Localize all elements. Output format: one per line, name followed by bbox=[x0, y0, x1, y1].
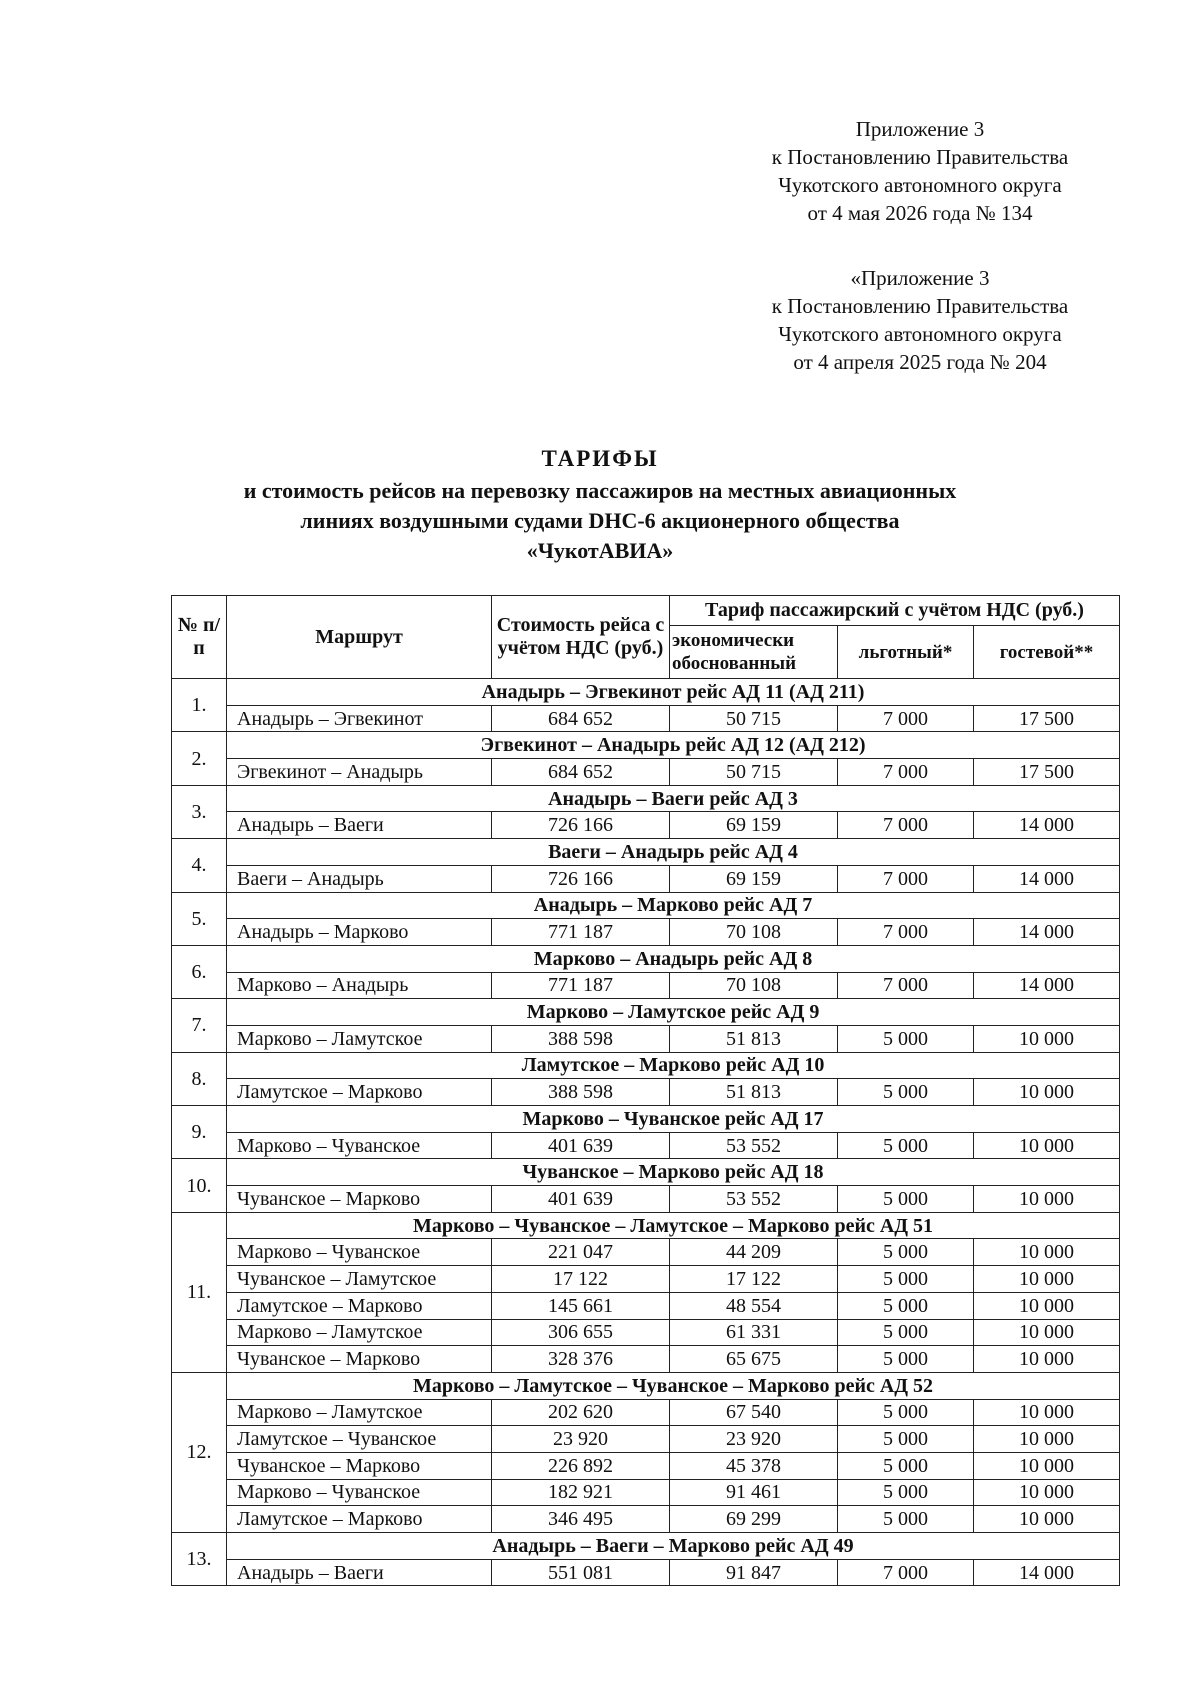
group-header-row bbox=[172, 1372, 1120, 1399]
preferential-tariff-cell: 7 000 bbox=[838, 812, 974, 839]
route-cell: Эгвекинот – Анадырь bbox=[227, 759, 492, 786]
guest-tariff-cell: 14 000 bbox=[974, 919, 1120, 946]
guest-tariff-cell: 10 000 bbox=[974, 1319, 1120, 1346]
flight-cost-cell: 202 620 bbox=[492, 1399, 670, 1426]
header-economic: экономически обоснованный bbox=[670, 626, 838, 679]
route-cell: Чуванское – Марково bbox=[227, 1346, 492, 1373]
preferential-tariff-cell: 5 000 bbox=[838, 1452, 974, 1479]
economic-tariff-cell: 91 461 bbox=[670, 1479, 838, 1506]
flight-title: Марково – Анадырь рейс АД 8 bbox=[227, 945, 1120, 972]
economic-tariff-cell: 67 540 bbox=[670, 1399, 838, 1426]
preferential-tariff-cell: 7 000 bbox=[838, 865, 974, 892]
annex-line: от 4 мая 2026 года № 134 bbox=[807, 201, 1033, 225]
group-header-row bbox=[172, 1106, 1120, 1133]
economic-tariff-cell: 65 675 bbox=[670, 1346, 838, 1373]
economic-tariff-cell: 53 552 bbox=[670, 1132, 838, 1159]
table-row bbox=[172, 1266, 1120, 1293]
preferential-tariff-cell: 5 000 bbox=[838, 1399, 974, 1426]
preferential-tariff-cell: 5 000 bbox=[838, 1266, 974, 1293]
flight-cost-cell: 226 892 bbox=[492, 1452, 670, 1479]
guest-tariff-cell: 10 000 bbox=[974, 1079, 1120, 1106]
economic-tariff-cell: 53 552 bbox=[670, 1186, 838, 1213]
row-number: 5. bbox=[172, 892, 227, 945]
table-row bbox=[172, 1479, 1120, 1506]
preferential-tariff-cell: 5 000 bbox=[838, 1239, 974, 1266]
title-line: и стоимость рейсов на перевозку пассажиров на местных авиационных bbox=[243, 478, 957, 503]
table-row bbox=[172, 705, 1120, 732]
route-cell: Анадырь – Ваеги bbox=[227, 1559, 492, 1586]
flight-title: Эгвекинот – Анадырь рейс АД 12 (АД 212) bbox=[227, 732, 1120, 759]
route-cell: Марково – Чуванское bbox=[227, 1239, 492, 1266]
guest-tariff-cell: 14 000 bbox=[974, 972, 1120, 999]
economic-tariff-cell: 45 378 bbox=[670, 1452, 838, 1479]
route-cell: Анадырь – Эгвекинот bbox=[227, 705, 492, 732]
header-cost: Стоимость рейса с учётом НДС (руб.) bbox=[492, 596, 670, 679]
flight-title: Марково – Ламутское – Чуванское – Марково рейс АД 52 bbox=[227, 1372, 1120, 1399]
preferential-tariff-cell: 7 000 bbox=[838, 919, 974, 946]
route-cell: Чуванское – Марково bbox=[227, 1452, 492, 1479]
economic-tariff-cell: 17 122 bbox=[670, 1266, 838, 1293]
preferential-tariff-cell: 5 000 bbox=[838, 1479, 974, 1506]
guest-tariff-cell: 17 500 bbox=[974, 705, 1120, 732]
guest-tariff-cell: 10 000 bbox=[974, 1452, 1120, 1479]
row-number: 12. bbox=[172, 1372, 227, 1532]
economic-tariff-cell: 69 299 bbox=[670, 1506, 838, 1533]
annex-line: Чукотского автономного округа bbox=[778, 322, 1062, 346]
flight-title: Чуванское – Марково рейс АД 18 bbox=[227, 1159, 1120, 1186]
flight-cost-cell: 306 655 bbox=[492, 1319, 670, 1346]
economic-tariff-cell: 61 331 bbox=[670, 1319, 838, 1346]
annex-header-current bbox=[730, 115, 1110, 227]
flight-cost-cell: 726 166 bbox=[492, 812, 670, 839]
preferential-tariff-cell: 5 000 bbox=[838, 1186, 974, 1213]
group-header-row bbox=[172, 1533, 1120, 1560]
row-number: 3. bbox=[172, 785, 227, 838]
economic-tariff-cell: 51 813 bbox=[670, 1025, 838, 1052]
guest-tariff-cell: 10 000 bbox=[974, 1479, 1120, 1506]
flight-cost-cell: 23 920 bbox=[492, 1426, 670, 1453]
preferential-tariff-cell: 5 000 bbox=[838, 1426, 974, 1453]
row-number: 4. bbox=[172, 839, 227, 892]
row-number: 1. bbox=[172, 679, 227, 732]
row-number: 11. bbox=[172, 1212, 227, 1372]
annex-line: Чукотского автономного округа bbox=[778, 173, 1062, 197]
guest-tariff-cell: 10 000 bbox=[974, 1266, 1120, 1293]
table-row bbox=[172, 972, 1120, 999]
group-header-row bbox=[172, 839, 1120, 866]
table-row bbox=[172, 1186, 1120, 1213]
header-tariff-group: Тариф пассажирский с учётом НДС (руб.) bbox=[670, 596, 1120, 626]
table-row bbox=[172, 1292, 1120, 1319]
guest-tariff-cell: 10 000 bbox=[974, 1399, 1120, 1426]
tariffs-table bbox=[171, 595, 1120, 1586]
preferential-tariff-cell: 5 000 bbox=[838, 1319, 974, 1346]
flight-cost-cell: 684 652 bbox=[492, 705, 670, 732]
flight-cost-cell: 388 598 bbox=[492, 1025, 670, 1052]
annex-line: от 4 апреля 2025 года № 204 bbox=[793, 350, 1047, 374]
flight-title: Марково – Чуванское – Ламутское – Марково рейс АД 51 bbox=[227, 1212, 1120, 1239]
guest-tariff-cell: 10 000 bbox=[974, 1239, 1120, 1266]
preferential-tariff-cell: 7 000 bbox=[838, 1559, 974, 1586]
title-main: ТАРИФЫ bbox=[541, 446, 659, 471]
row-number: 8. bbox=[172, 1052, 227, 1105]
group-header-row bbox=[172, 945, 1120, 972]
table-row bbox=[172, 1346, 1120, 1373]
flight-cost-cell: 17 122 bbox=[492, 1266, 670, 1293]
flight-title: Анадырь – Эгвекинот рейс АД 11 (АД 211) bbox=[227, 679, 1120, 706]
guest-tariff-cell: 17 500 bbox=[974, 759, 1120, 786]
route-cell: Анадырь – Ваеги bbox=[227, 812, 492, 839]
preferential-tariff-cell: 5 000 bbox=[838, 1025, 974, 1052]
economic-tariff-cell: 69 159 bbox=[670, 865, 838, 892]
flight-cost-cell: 145 661 bbox=[492, 1292, 670, 1319]
guest-tariff-cell: 10 000 bbox=[974, 1506, 1120, 1533]
economic-tariff-cell: 70 108 bbox=[670, 972, 838, 999]
table-row bbox=[172, 1079, 1120, 1106]
table-row bbox=[172, 812, 1120, 839]
economic-tariff-cell: 70 108 bbox=[670, 919, 838, 946]
flight-title: Ламутское – Марково рейс АД 10 bbox=[227, 1052, 1120, 1079]
route-cell: Марково – Ламутское bbox=[227, 1025, 492, 1052]
route-cell: Марково – Анадырь bbox=[227, 972, 492, 999]
annex-line: к Постановлению Правительства bbox=[771, 145, 1069, 169]
route-cell: Ламутское – Чуванское bbox=[227, 1426, 492, 1453]
economic-tariff-cell: 48 554 bbox=[670, 1292, 838, 1319]
route-cell: Ламутское – Марково bbox=[227, 1079, 492, 1106]
group-header-row bbox=[172, 892, 1120, 919]
table-row bbox=[172, 865, 1120, 892]
annex-line: Приложение 3 bbox=[855, 117, 985, 141]
guest-tariff-cell: 14 000 bbox=[974, 812, 1120, 839]
header-num: № п/п bbox=[172, 596, 227, 679]
route-cell: Анадырь – Марково bbox=[227, 919, 492, 946]
group-header-row bbox=[172, 1212, 1120, 1239]
route-cell: Марково – Ламутское bbox=[227, 1319, 492, 1346]
annex-header-previous bbox=[730, 264, 1110, 376]
header-preferential: льготный* bbox=[838, 626, 974, 679]
tariffs-table-body bbox=[172, 679, 1120, 1586]
title-line: «ЧукотАВИА» bbox=[526, 538, 674, 563]
title-line: линиях воздушными судами DHC-6 акционерного общества bbox=[300, 508, 900, 533]
table-row bbox=[172, 1506, 1120, 1533]
guest-tariff-cell: 10 000 bbox=[974, 1426, 1120, 1453]
economic-tariff-cell: 69 159 bbox=[670, 812, 838, 839]
preferential-tariff-cell: 5 000 bbox=[838, 1506, 974, 1533]
flight-cost-cell: 388 598 bbox=[492, 1079, 670, 1106]
flight-title: Анадырь – Ваеги – Марково рейс АД 49 bbox=[227, 1533, 1120, 1560]
flight-cost-cell: 328 376 bbox=[492, 1346, 670, 1373]
document-title bbox=[100, 442, 1100, 566]
row-number: 7. bbox=[172, 999, 227, 1052]
table-row bbox=[172, 1319, 1120, 1346]
group-header-row bbox=[172, 679, 1120, 706]
flight-title: Марково – Ламутское рейс АД 9 bbox=[227, 999, 1120, 1026]
group-header-row bbox=[172, 1159, 1120, 1186]
route-cell: Чуванское – Марково bbox=[227, 1186, 492, 1213]
group-header-row bbox=[172, 732, 1120, 759]
flight-cost-cell: 684 652 bbox=[492, 759, 670, 786]
table-row bbox=[172, 1025, 1120, 1052]
route-cell: Ламутское – Марково bbox=[227, 1292, 492, 1319]
economic-tariff-cell: 23 920 bbox=[670, 1426, 838, 1453]
flight-title: Ваеги – Анадырь рейс АД 4 bbox=[227, 839, 1120, 866]
table-row bbox=[172, 1399, 1120, 1426]
economic-tariff-cell: 91 847 bbox=[670, 1559, 838, 1586]
flight-cost-cell: 182 921 bbox=[492, 1479, 670, 1506]
preferential-tariff-cell: 5 000 bbox=[838, 1346, 974, 1373]
row-number: 2. bbox=[172, 732, 227, 785]
table-row bbox=[172, 1452, 1120, 1479]
group-header-row bbox=[172, 1052, 1120, 1079]
flight-cost-cell: 401 639 bbox=[492, 1132, 670, 1159]
preferential-tariff-cell: 5 000 bbox=[838, 1292, 974, 1319]
table-row bbox=[172, 1239, 1120, 1266]
preferential-tariff-cell: 7 000 bbox=[838, 972, 974, 999]
preferential-tariff-cell: 5 000 bbox=[838, 1079, 974, 1106]
group-header-row bbox=[172, 785, 1120, 812]
row-number: 10. bbox=[172, 1159, 227, 1212]
economic-tariff-cell: 44 209 bbox=[670, 1239, 838, 1266]
header-guest: гостевой** bbox=[974, 626, 1120, 679]
route-cell: Марково – Чуванское bbox=[227, 1479, 492, 1506]
flight-cost-cell: 771 187 bbox=[492, 919, 670, 946]
group-header-row bbox=[172, 999, 1120, 1026]
guest-tariff-cell: 10 000 bbox=[974, 1186, 1120, 1213]
flight-cost-cell: 551 081 bbox=[492, 1559, 670, 1586]
table-row bbox=[172, 1559, 1120, 1586]
table-row bbox=[172, 919, 1120, 946]
annex-line: к Постановлению Правительства bbox=[771, 294, 1069, 318]
route-cell: Ламутское – Марково bbox=[227, 1506, 492, 1533]
table-row bbox=[172, 1132, 1120, 1159]
table-row bbox=[172, 1426, 1120, 1453]
guest-tariff-cell: 14 000 bbox=[974, 1559, 1120, 1586]
route-cell: Чуванское – Ламутское bbox=[227, 1266, 492, 1293]
flight-title: Марково – Чуванское рейс АД 17 bbox=[227, 1106, 1120, 1133]
route-cell: Марково – Чуванское bbox=[227, 1132, 492, 1159]
flight-cost-cell: 401 639 bbox=[492, 1186, 670, 1213]
economic-tariff-cell: 50 715 bbox=[670, 705, 838, 732]
guest-tariff-cell: 10 000 bbox=[974, 1292, 1120, 1319]
flight-cost-cell: 346 495 bbox=[492, 1506, 670, 1533]
preferential-tariff-cell: 7 000 bbox=[838, 705, 974, 732]
flight-cost-cell: 221 047 bbox=[492, 1239, 670, 1266]
row-number: 6. bbox=[172, 945, 227, 998]
economic-tariff-cell: 51 813 bbox=[670, 1079, 838, 1106]
economic-tariff-cell: 50 715 bbox=[670, 759, 838, 786]
guest-tariff-cell: 10 000 bbox=[974, 1132, 1120, 1159]
row-number: 9. bbox=[172, 1106, 227, 1159]
preferential-tariff-cell: 7 000 bbox=[838, 759, 974, 786]
annex-line: «Приложение 3 bbox=[850, 266, 990, 290]
preferential-tariff-cell: 5 000 bbox=[838, 1132, 974, 1159]
row-number: 13. bbox=[172, 1533, 227, 1586]
route-cell: Ваеги – Анадырь bbox=[227, 865, 492, 892]
guest-tariff-cell: 10 000 bbox=[974, 1025, 1120, 1052]
flight-title: Анадырь – Марково рейс АД 7 bbox=[227, 892, 1120, 919]
flight-cost-cell: 726 166 bbox=[492, 865, 670, 892]
guest-tariff-cell: 14 000 bbox=[974, 865, 1120, 892]
guest-tariff-cell: 10 000 bbox=[974, 1346, 1120, 1373]
flight-cost-cell: 771 187 bbox=[492, 972, 670, 999]
header-route: Маршрут bbox=[227, 596, 492, 679]
route-cell: Марково – Ламутское bbox=[227, 1399, 492, 1426]
table-row bbox=[172, 759, 1120, 786]
flight-title: Анадырь – Ваеги рейс АД 3 bbox=[227, 785, 1120, 812]
